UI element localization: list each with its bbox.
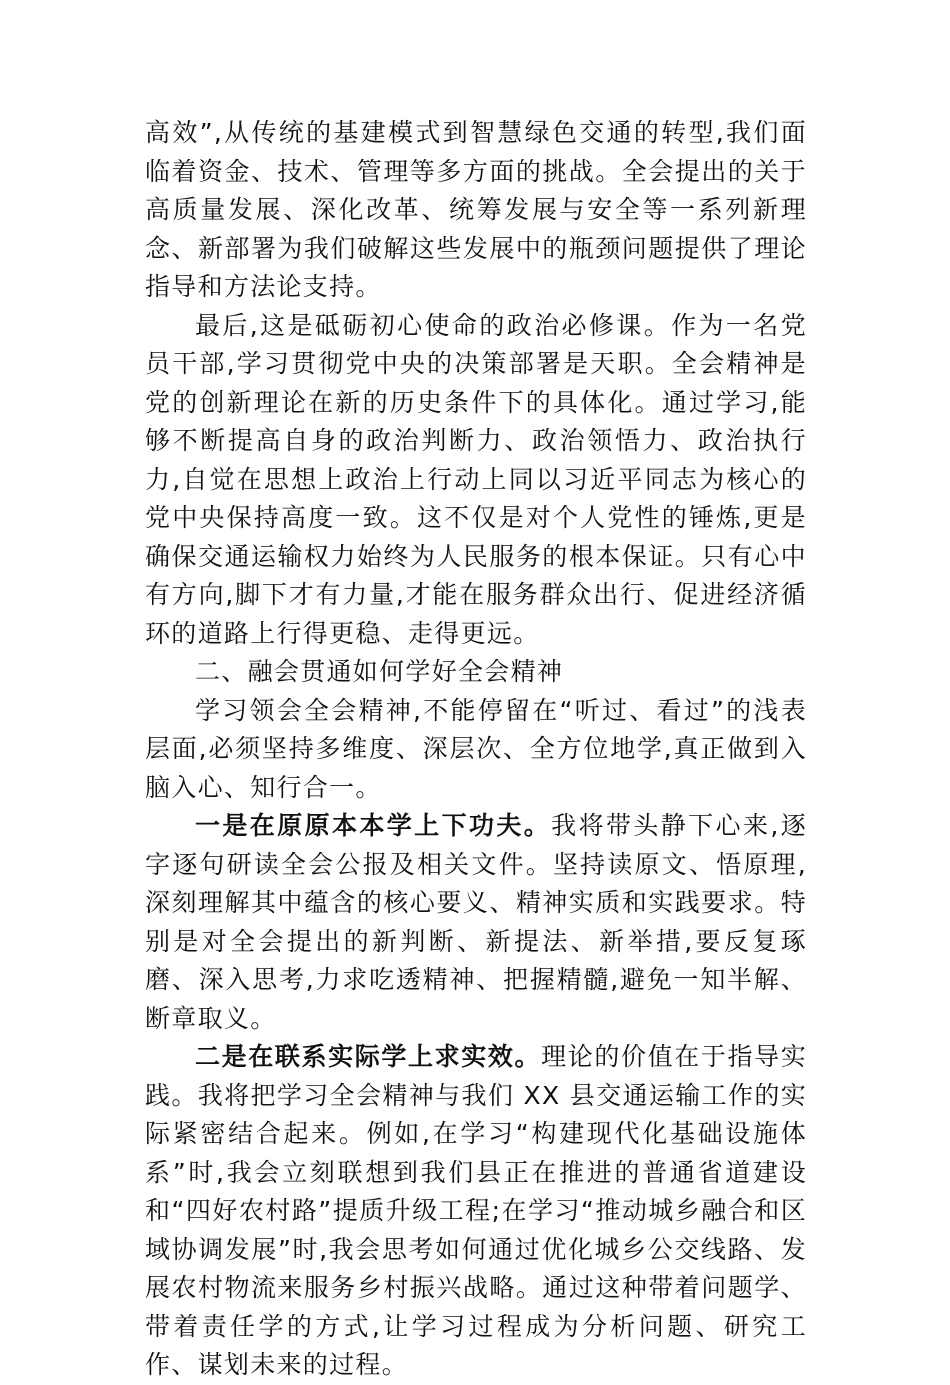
point-two-body: 理论的价值在于指导实践。我将把学习全会精神与我们 XX 县交通运输工作的实际紧密结合起来。例如,在学习“构建现代化基础设施体系”时,我会立刻联想到我们县正在推进的普通省道建设和“四好农村路”提质升级工程;在学习“推动城乡融合和区域协调发展”时,我会思考如何通过优化城乡公交线路、发展农村物流来服务乡村振兴战略。通过这种带着问题学、带着责任学的方式,让学习过程成为分析问题、研究工作、谋划未来的过程。 (145, 1042, 807, 1379)
paragraph-intro: 学习领会全会精神,不能停留在“听过、看过”的浅表层面,必须坚持多维度、深层次、全方位地学,真正做到入脑入心、知行合一。 (145, 695, 807, 802)
point-one-lead: 一是在原原本本学上下功夫。 (195, 811, 552, 840)
section-heading: 二、融会贯通如何学好全会精神 (195, 657, 564, 686)
paragraph-point-one (145, 807, 807, 1038)
paragraph-point-two (145, 1038, 807, 1385)
document-page (145, 114, 807, 1385)
paragraph-political-course: 最后,这是砥砺初心使命的政治必修课。作为一名党员干部,学习贯彻党中央的决策部署是天职。全会精神是党的创新理论在新的历史条件下的具体化。通过学习,能够不断提高自身的政治判断力、政治领悟力、政治执行力,自觉在思想上政治上行动上同以习近平同志为核心的党中央保持高度一致。这不仅是对个人党性的锤炼,更是确保交通运输权力始终为人民服务的根本保证。只有心中有方向,脚下才有力量,才能在服务群众出行、促进经济循环的道路上行得更稳、走得更远。 (145, 310, 807, 648)
point-two-lead: 二是在联系实际学上求实效。 (195, 1042, 542, 1071)
paragraph-challenges: 高效”,从传统的基建模式到智慧绿色交通的转型,我们面临着资金、技术、管理等多方面的挑战。全会提出的关于高质量发展、深化改革、统筹发展与安全等一系列新理念、新部署为我们破解这些发展中的瓶颈问题提供了理论指导和方法论支持。 (145, 118, 807, 301)
point-one-body: 我将带头静下心来,逐字逐句研读全会公报及相关文件。坚持读原文、悟原理,深刻理解其中蕴含的核心要义、精神实质和实践要求。特别是对全会提出的新判断、新提法、新举措,要反复琢磨、深入思考,力求吃透精神、把握精髓,避免一知半解、断章取义。 (145, 811, 807, 1033)
